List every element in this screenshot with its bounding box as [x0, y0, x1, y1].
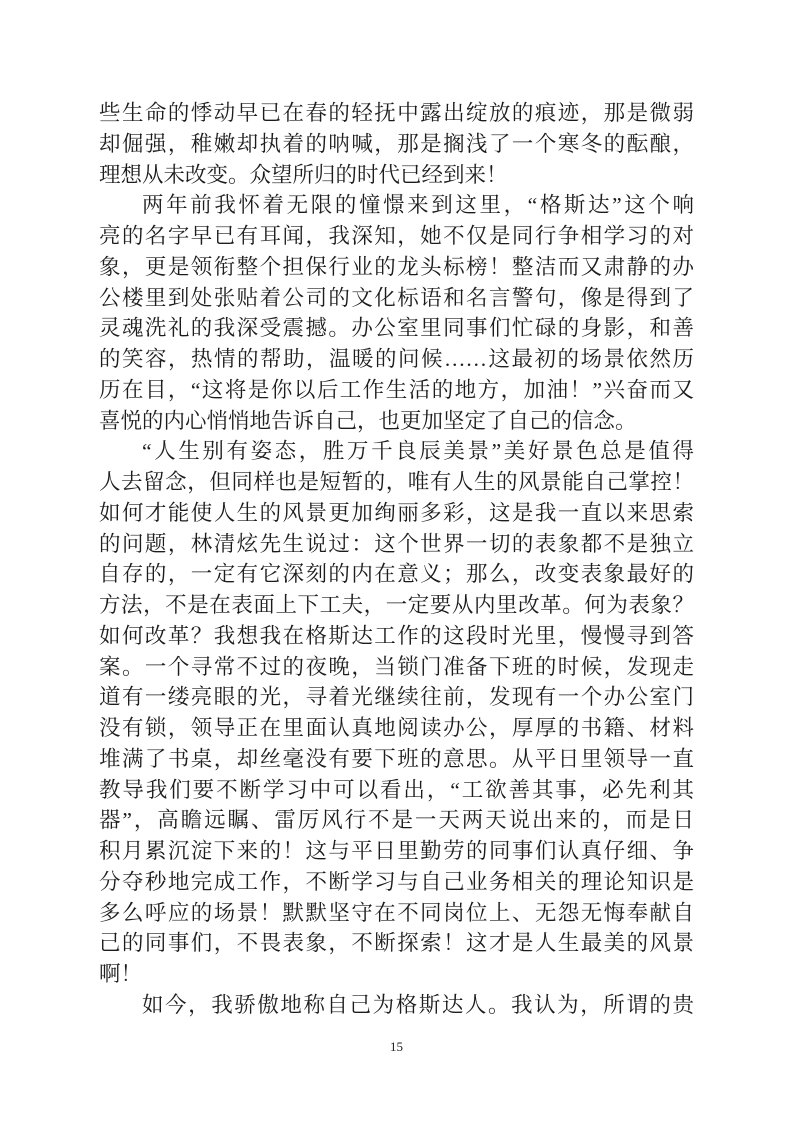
text-line: 没有锁，领导正在里面认真地阅读办公，厚厚的书籍、材料: [99, 716, 694, 740]
text-line: 多么呼应的场景！默默坚守在不同岗位上、无怨无悔奉献自: [99, 900, 694, 925]
text-line: 公楼里到处张贴着公司的文化标语和名言警句，像是得到了: [99, 285, 694, 310]
text-line: 理想从未改变。众望所归的时代已经到来！: [99, 162, 508, 187]
text-line: 堆满了书桌，却丝毫没有要下班的意思。从平日里领导一直: [99, 746, 694, 771]
body-text: [99, 98, 694, 1021]
text-line: 象，更是领衔整个担保行业的龙头标榜！整洁而又肃静的办: [99, 254, 694, 279]
text-line: 如今，我骄傲地称自己为格斯达人。我认为，所谓的贵: [142, 992, 694, 1017]
text-line: 喜悦的内心悄悄地告诉自己，也更加坚定了自己的信念。: [99, 408, 637, 433]
text-line: 历在目，“这将是你以后工作生活的地方，加油！”兴奋而又: [99, 377, 694, 402]
text-line: “人生别有姿态，胜万千良辰美景”美好景色总是值得: [142, 439, 694, 464]
text-line: 分夺秒地完成工作，不断学习与自己业务相关的理论知识是: [99, 869, 694, 894]
text-line: 案。一个寻常不过的夜晚，当锁门准备下班的时候，发现走: [99, 654, 694, 679]
text-line: 两年前我怀着无限的憧憬来到这里，“格斯达”这个响: [142, 193, 694, 218]
text-line: 积月累沉淀下来的！这与平日里勤劳的同事们认真仔细、争: [99, 839, 694, 863]
text-line: 些生命的悸动早已在春的轻抚中露出绽放的痕迹，那是微弱: [99, 101, 694, 125]
text-line: 灵魂洗礼的我深受震撼。办公室里同事们忙碌的身影，和善: [99, 316, 694, 341]
text-line: 自存的，一定有它深刻的内在意义；那么，改变表象最好的: [99, 562, 694, 587]
text-line: 啊！: [99, 962, 143, 986]
text-line: 如何改革？我想我在格斯达工作的这段时光里，慢慢寻到答: [99, 623, 694, 648]
text-line: 亮的名字早已有耳闻，我深知，她不仅是同行争相学习的对: [99, 224, 694, 248]
text-line: 人去留念，但同样也是短暂的，唯有人生的风景能自己掌控！: [99, 470, 694, 494]
page-number: 15: [390, 1039, 403, 1054]
text-line: 教导我们要不断学习中可以看出，“工欲善其事，必先利其: [99, 777, 694, 802]
text-line: 道有一缕亮眼的光，寻着光继续往前，发现有一个办公室门: [99, 685, 694, 710]
text-line: 却倔强，稚嫩却执着的呐喊，那是搁浅了一个寒冬的酝酿，: [99, 131, 694, 156]
text-line: 的问题，林清炫先生说过：这个世界一切的表象都不是独立: [99, 531, 694, 556]
text-line: 器”，高瞻远瞩、雷厉风行不是一天两天说出来的，而是日: [99, 808, 694, 833]
text-line: 方法，不是在表面上下工夫，一定要从内里改革。何为表象？: [99, 593, 694, 617]
text-line: 己的同事们，不畏表象，不断探索！这才是人生最美的风景: [99, 931, 694, 956]
text-line: 的笑容，热情的帮助，温暖的问候……这最初的场景依然历: [99, 347, 694, 371]
text-line: 如何才能使人生的风景更加绚丽多彩，这是我一直以来思索: [99, 500, 694, 525]
